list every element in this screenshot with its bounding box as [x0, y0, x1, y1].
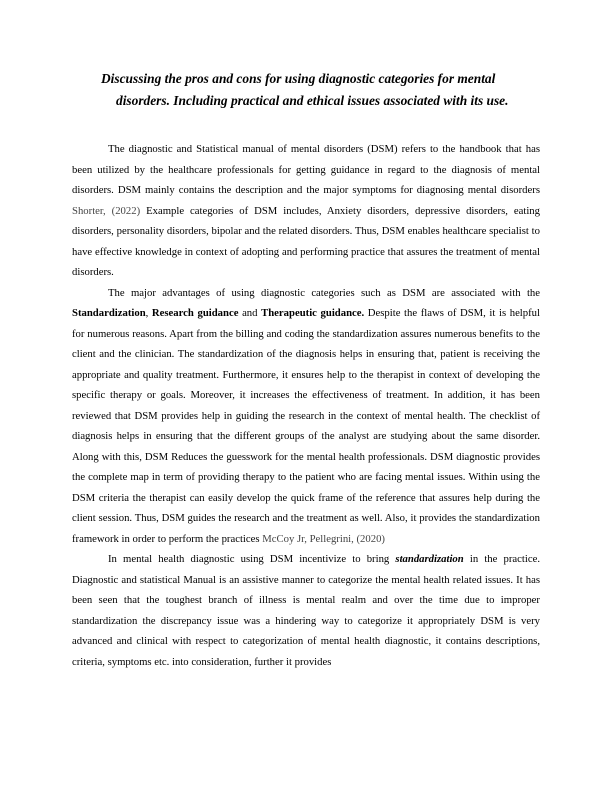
paragraph-2 — [72, 283, 540, 550]
separator-1: , — [145, 307, 152, 319]
essay-title — [72, 68, 540, 112]
paragraph-3 — [72, 549, 540, 672]
paragraph-3-text-b: in the practice. Diagnostic and statistical Manual is an assistive manner to categorize the mental health related issues. It has been seen that the toughest branch of illness is mental realm and over the time due to improper standardization the discrepancy issue was a hindering way to categorize it appropriately DSM is very advanced and clinical with respect to categorization of mental health diagnostic, it contains descriptions, criteria, symptoms etc. into consideration, further it provides — [72, 553, 541, 668]
paragraph-3-text-a: In mental health diagnostic using DSM incentivize to bring — [108, 553, 396, 565]
paragraph-2-text-a: The major advantages of using diagnostic categories such as DSM are associated with the — [108, 286, 540, 299]
paragraph-1-text-a: The diagnostic and Statistical manual of mental disorders (DSM) refers to the handbook that has been utilized by the healthcare professionals for getting guidance in regard to the diagnosis of mental disorders. DSM mainly contains the description and the major symptoms for diagnosing mental disorders — [72, 143, 540, 196]
citation-mccoy: McCoy Jr, Pellegrini, (2020) — [262, 532, 385, 545]
separator-2: and — [238, 307, 262, 319]
bold-therapeutic-guidance: Therapeutic guidance. — [261, 307, 365, 319]
paragraph-2-text-b: Despite the flaws of DSM, it is helpful for numerous reasons. Apart from the billing and coding the standardization assures numerous benefits to the client and the clinician. The standardization of the diagnosis helps in ensuring that, patient is receiving the appropriate and quality treatment. Furthermore, it ensures help to the therapist in context of developing the specific therapy or goals. Moreover, it increases the effectiveness of treatment. In addition, it has been reviewed that DSM provides help in guiding the research in the context of mental health. The checklist of diagnosis helps in ensuring that the different groups of the analyst are studying about the same disorder. Along with this, DSM Reduces the guesswork for the mental health professionals. DSM diagnostic provides the complete map in term of providing therapy to the patient who are facing mental issues. Within using the DSM criteria the therapist can easily develop the quick frame of the reference that assures help during the client session. Thus, DSM guides the research and the treatment as well. Also, it provides the standardization framework in order to perform the practices — [72, 307, 540, 545]
title-line-2: disorders. Including practical and ethical issues associated with its use. — [116, 93, 509, 108]
paragraph-1-text-b: Example categories of DSM includes, Anxiety disorders, depressive disorders, eating disorders, personality disorders, bipolar and the related disorders. Thus, DSM enables healthcare specialist to have effective knowledge in context of adopting and performing practice that assures the treatment of mental disorders. — [72, 204, 540, 278]
essay-body — [72, 139, 540, 672]
bold-research-guidance: Research guidance — [151, 307, 239, 319]
citation-shorter: Shorter, (2022) — [72, 204, 141, 217]
paragraph-1 — [72, 139, 540, 283]
title-line-1: Discussing the pros and cons for using diagnostic categories for mental — [101, 71, 496, 86]
emphasis-standardization: standardization — [395, 553, 464, 565]
bold-standardization: Standardization — [72, 307, 146, 319]
